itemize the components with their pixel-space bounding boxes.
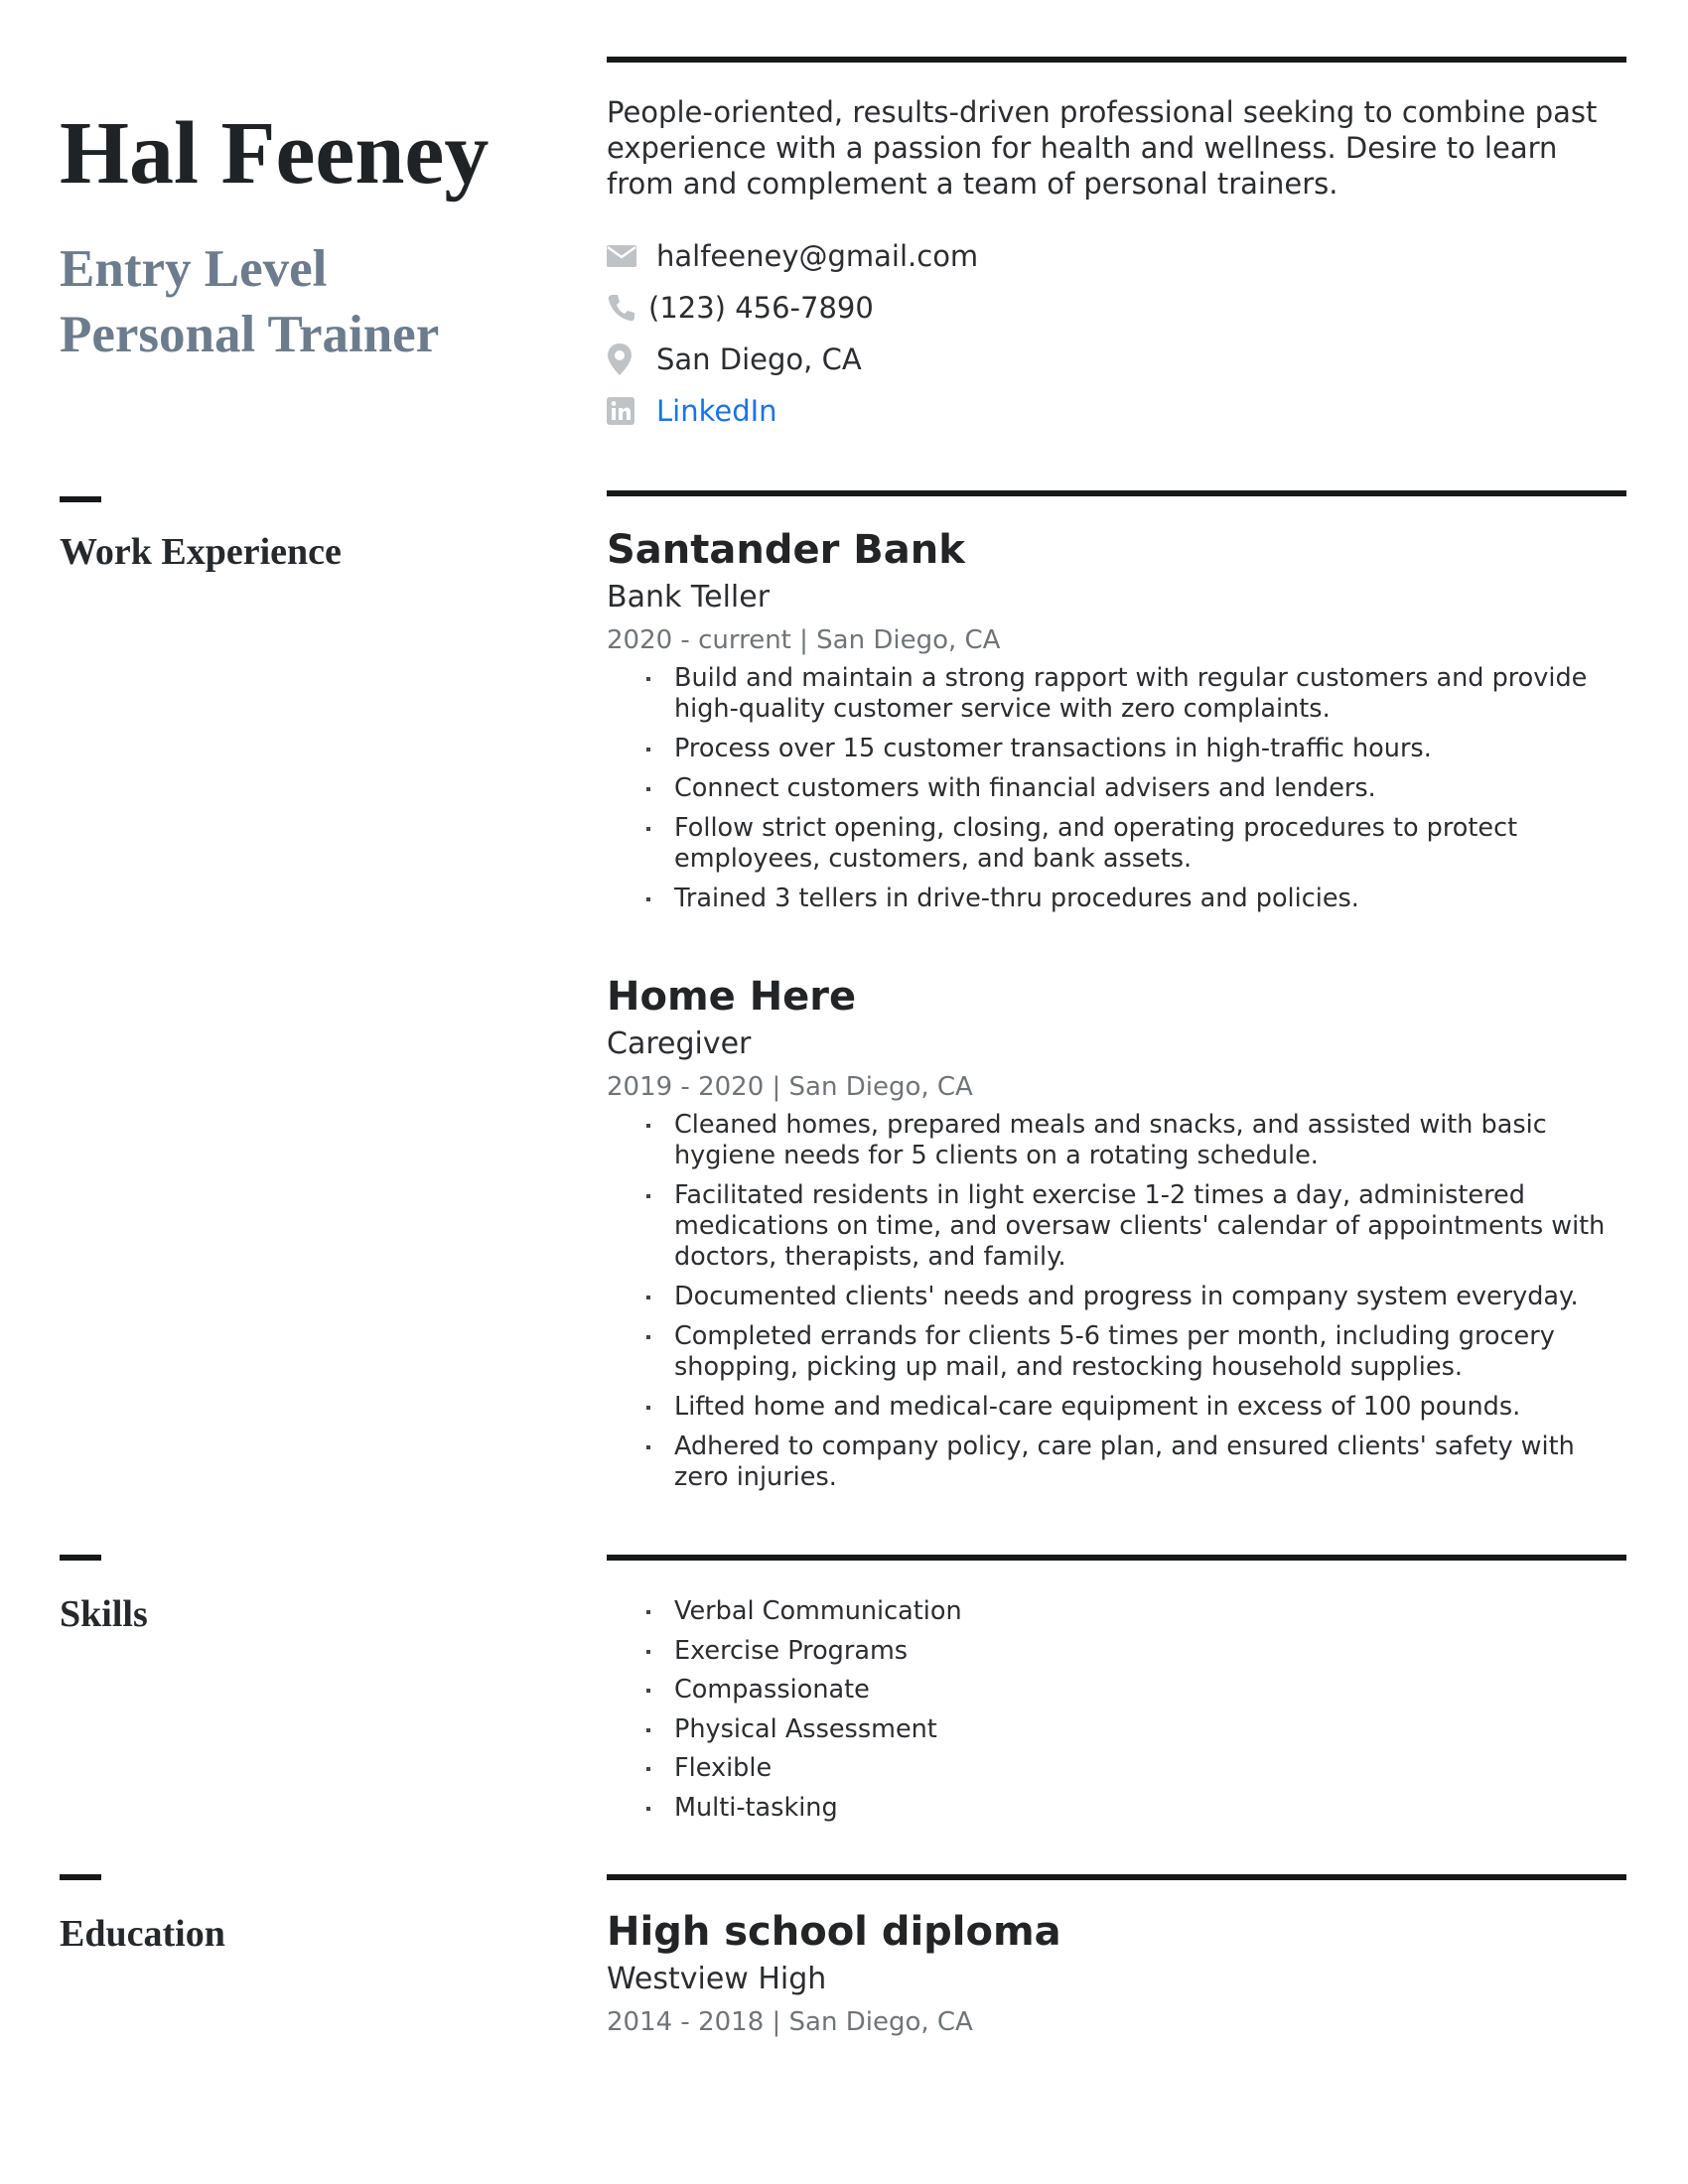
skill-item: Flexible [646,1753,1626,1784]
skills-list [607,1596,1626,1824]
education-degree: High school diploma [607,1909,1061,1955]
skill-item: Exercise Programs [646,1636,1626,1667]
contact-phone-text: (123) 456-7890 [648,291,874,325]
candidate-name: Hal Feeney [60,104,490,203]
education-meta: 2014 - 2018 | San Diego, CA [607,2007,973,2037]
map-pin-icon [607,342,656,376]
linkedin-link[interactable]: LinkedIn [656,394,777,428]
job-bullets [607,663,1626,914]
job-bullet: Adhered to company policy, care plan, and ensured clients' safety with zero injuries. [646,1432,1626,1493]
education-entry [607,1908,1626,2039]
section-label-work-experience: Work Experience [60,531,342,573]
job-company: Santander Bank [607,527,965,573]
job-company: Home Here [607,974,857,1020]
phone-icon [607,291,648,325]
job-bullet: Follow strict opening, closing, and operating procedures to protect employees, customers, and bank assets. [646,813,1626,875]
job-role: Bank Teller [607,580,771,614]
job-bullet: Build and maintain a strong rapport with regular customers and provide high-quality customer service with zero complaints. [646,663,1626,725]
contact-linkedin [607,385,1500,437]
work-section-dash [60,496,101,502]
skill-item: Multi-tasking [646,1793,1626,1824]
skill-item: Verbal Communication [646,1596,1626,1627]
contact-email-text[interactable]: halfeeney@gmail.com [656,239,979,273]
job-bullet: Facilitated residents in light exercise 1-2 times a day, administered medications on time, and oversaw clients' calendar of appointments with doctors, therapists, and family. [646,1180,1626,1273]
job-meta: 2020 - current | San Diego, CA [607,625,1001,655]
education-section-dash [60,1874,101,1880]
professional-summary: People-oriented, results-driven professional seeking to combine past experience with a passion for health and wellness. Desire to learn from and complement a team of personal trainers. [607,95,1598,201]
job-title [60,236,556,367]
job-bullet: Process over 15 customer transactions in high-traffic hours. [646,734,1626,764]
section-label-skills: Skills [60,1593,148,1635]
envelope-icon [607,239,656,273]
job-entry [607,973,1626,1502]
skills-section-dash [60,1555,101,1561]
skill-item: Compassionate [646,1675,1626,1706]
job-title-line-2: Personal Trainer [60,306,440,363]
skills-section-rule [607,1555,1626,1561]
skills-list-container [607,1590,1626,1832]
skill-item: Physical Assessment [646,1714,1626,1745]
contact-list [607,230,1500,437]
contact-email [607,230,1500,282]
education-section-rule [607,1874,1626,1880]
job-bullet: Trained 3 tellers in drive-thru procedures and policies. [646,884,1626,914]
header-top-rule [607,57,1626,63]
job-role: Caregiver [607,1026,752,1061]
job-entry [607,526,1626,923]
contact-location [607,334,1500,385]
job-title-line-1: Entry Level [60,240,328,298]
job-meta: 2019 - 2020 | San Diego, CA [607,1072,973,1102]
job-bullets [607,1110,1626,1493]
contact-location-text: San Diego, CA [656,342,862,376]
job-bullet: Completed errands for clients 5-6 times per month, including grocery shopping, picking up mail, and restocking household supplies. [646,1321,1626,1383]
job-bullet: Cleaned homes, prepared meals and snacks, and assisted with basic hygiene needs for 5 clients on a rotating schedule. [646,1110,1626,1171]
job-bullet: Connect customers with financial advisers and lenders. [646,773,1626,804]
work-section-rule [607,490,1626,496]
job-bullet: Documented clients' needs and progress in company system everyday. [646,1282,1626,1312]
section-label-education: Education [60,1913,225,1955]
job-bullet: Lifted home and medical-care equipment in excess of 100 pounds. [646,1392,1626,1423]
contact-phone [607,282,1500,334]
education-school: Westview High [607,1962,827,1996]
linkedin-icon [607,394,656,428]
